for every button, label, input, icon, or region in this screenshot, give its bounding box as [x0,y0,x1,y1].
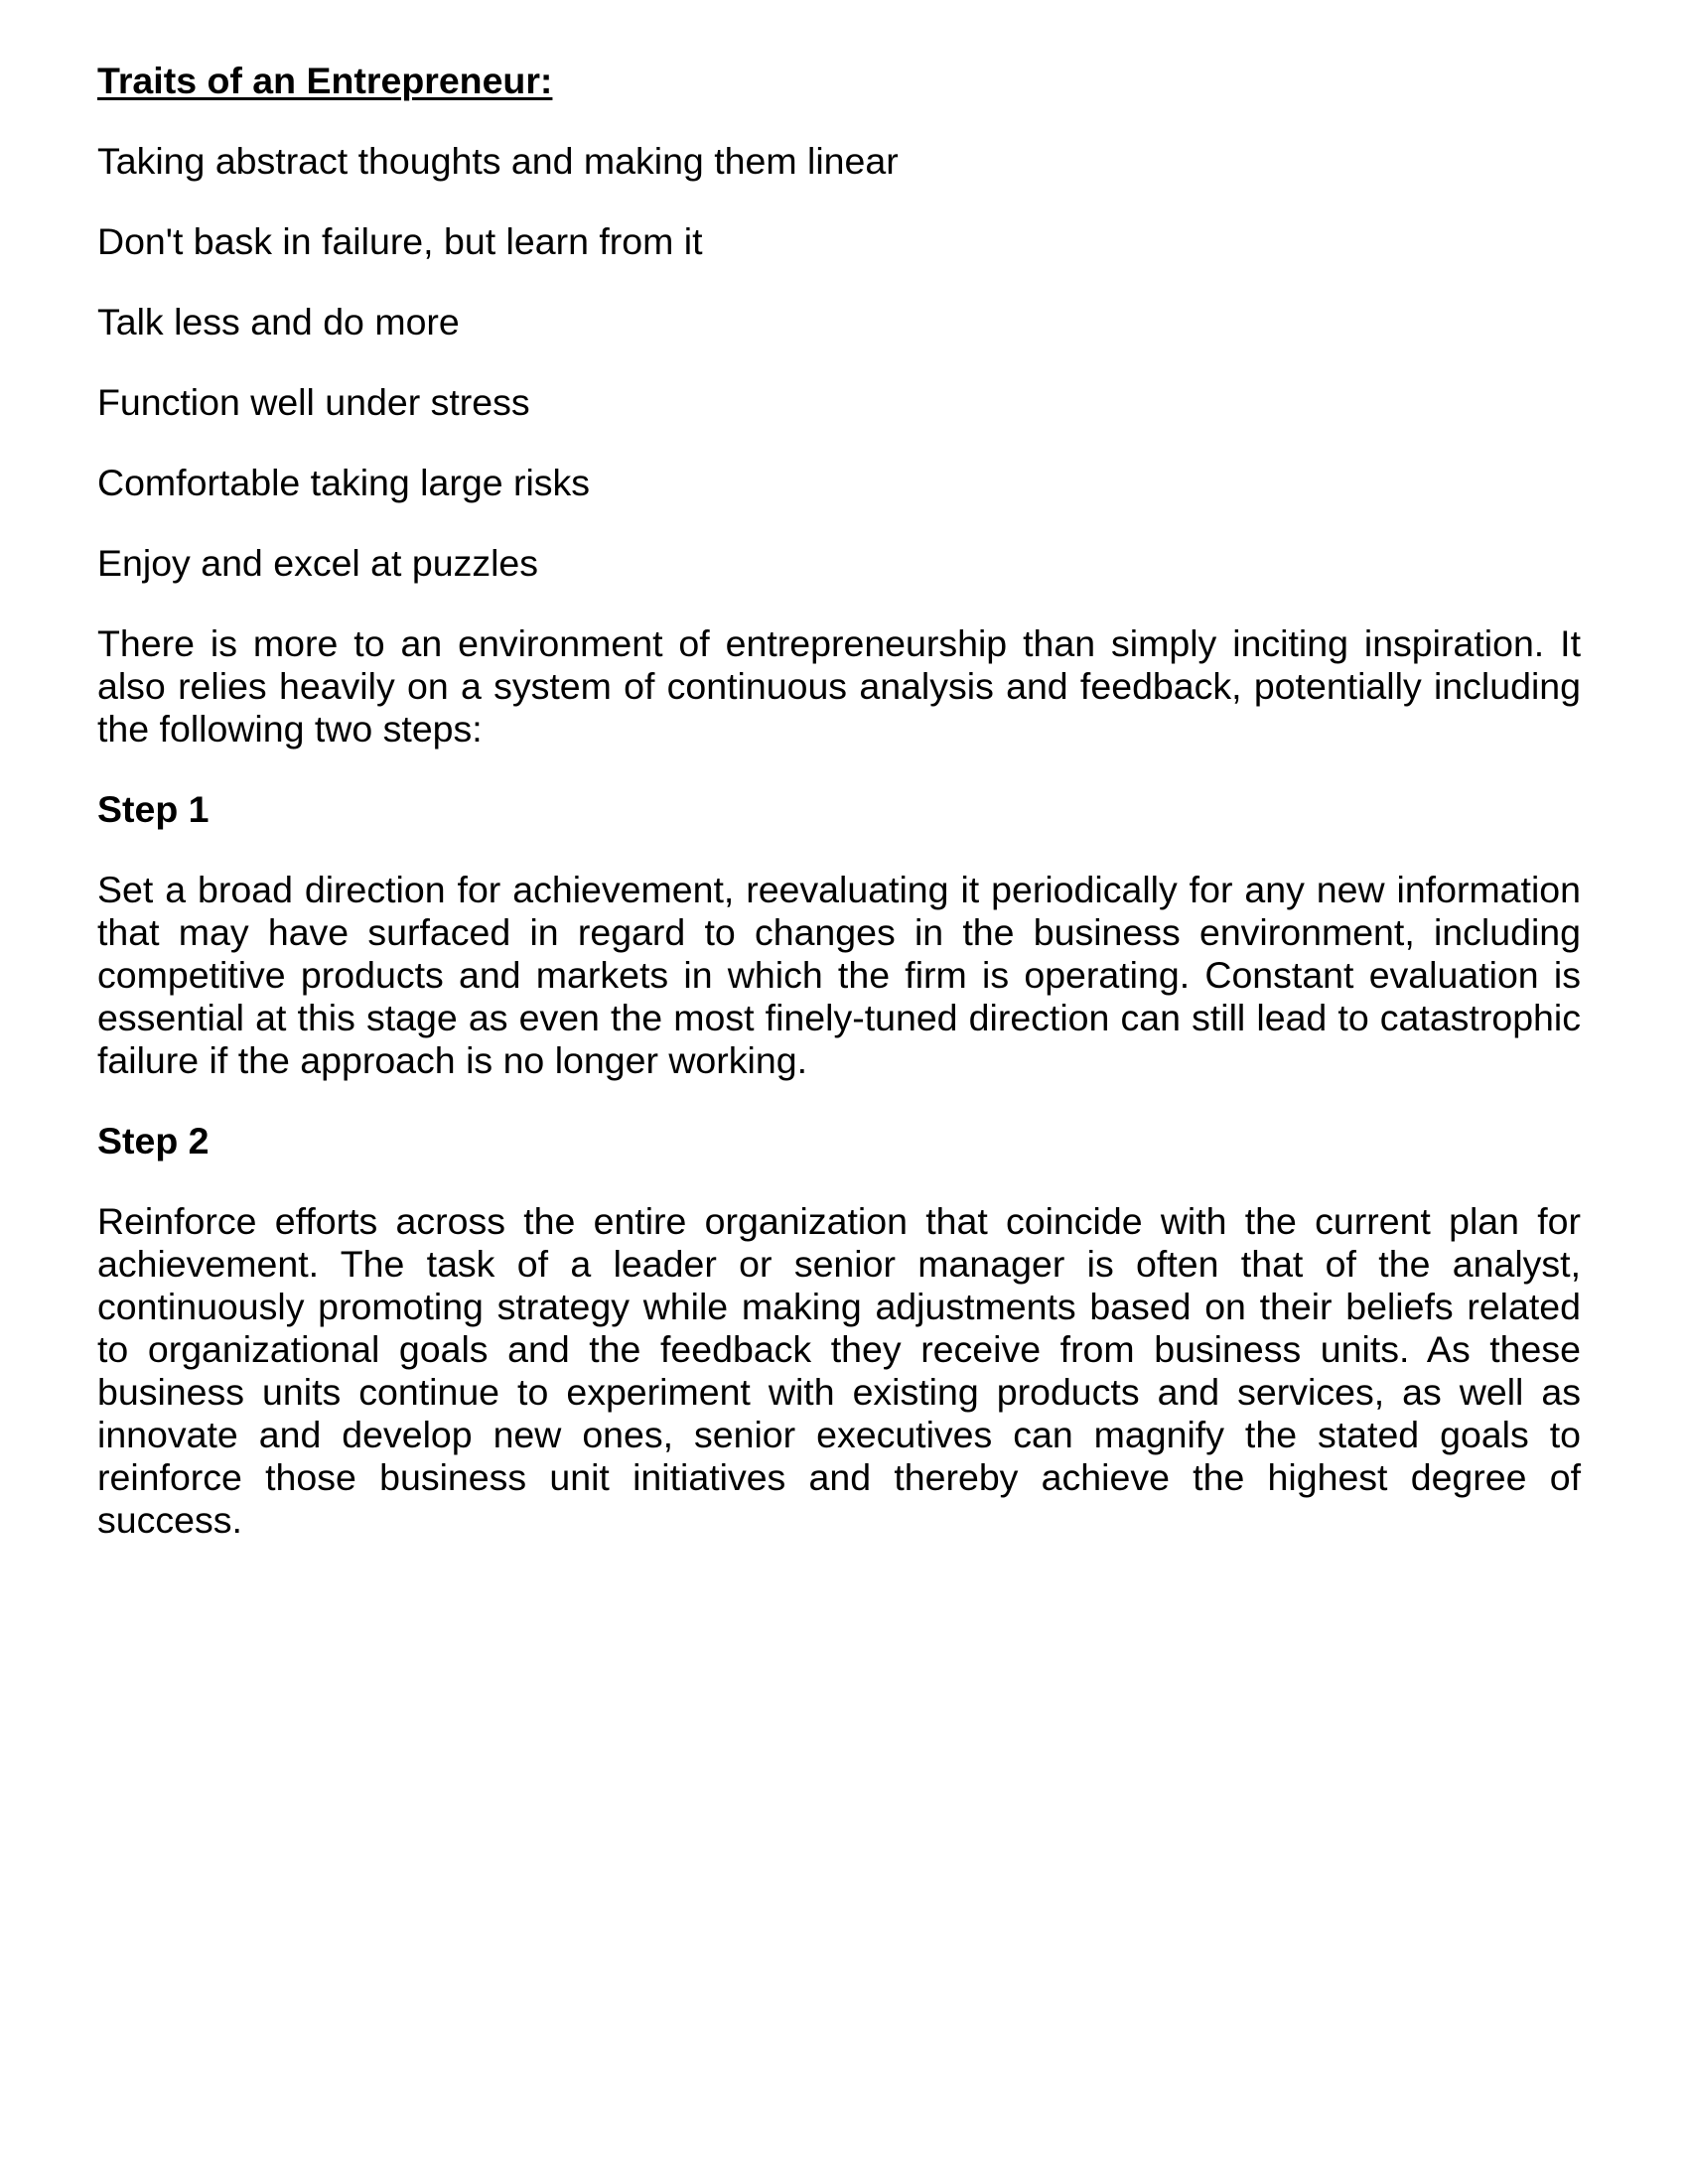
step-2-heading: Step 2 [97,1120,210,1161]
trait-item: Taking abstract thoughts and making them linear [97,140,899,182]
traits-list [97,140,1581,585]
step-2-paragraph: Reinforce efforts across the entire organization that coincide with the current plan for achievement. The task of a leader or senior manager is often that of the analyst, continuously promoting strategy while making adjustments based on their beliefs related to organizational goals and the feedback they receive from business units. As these business units continue to experiment with existing products and services, as well as innovate and develop new ones, senior executives can magnify the stated goals to reinforce those business unit initiatives and thereby achieve the highest degree of success. [97,1200,1581,1541]
document-page [97,60,1581,1579]
trait-item: Comfortable taking large risks [97,462,591,503]
trait-item: Don't bask in failure, but learn from it [97,220,703,262]
trait-item: Talk less and do more [97,301,460,342]
trait-item: Function well under stress [97,381,530,423]
step-1-heading: Step 1 [97,788,210,830]
intro-paragraph: There is more to an environment of entrepreneurship than simply inciting inspiration. It also relies heavily on a system of continuous analysis and feedback, potentially including the following two steps: [97,622,1581,750]
page-title: Traits of an Entrepreneur: [97,60,553,101]
trait-item: Enjoy and excel at puzzles [97,542,539,584]
step-1-paragraph: Set a broad direction for achievement, reevaluating it periodically for any new information that may have surfaced in regard to changes in the business environment, including competitive products and markets in which the firm is operating. Constant evaluation is essential at this stage as even the most finely-tuned direction can still lead to catastrophic failure if the approach is no longer working. [97,869,1581,1081]
